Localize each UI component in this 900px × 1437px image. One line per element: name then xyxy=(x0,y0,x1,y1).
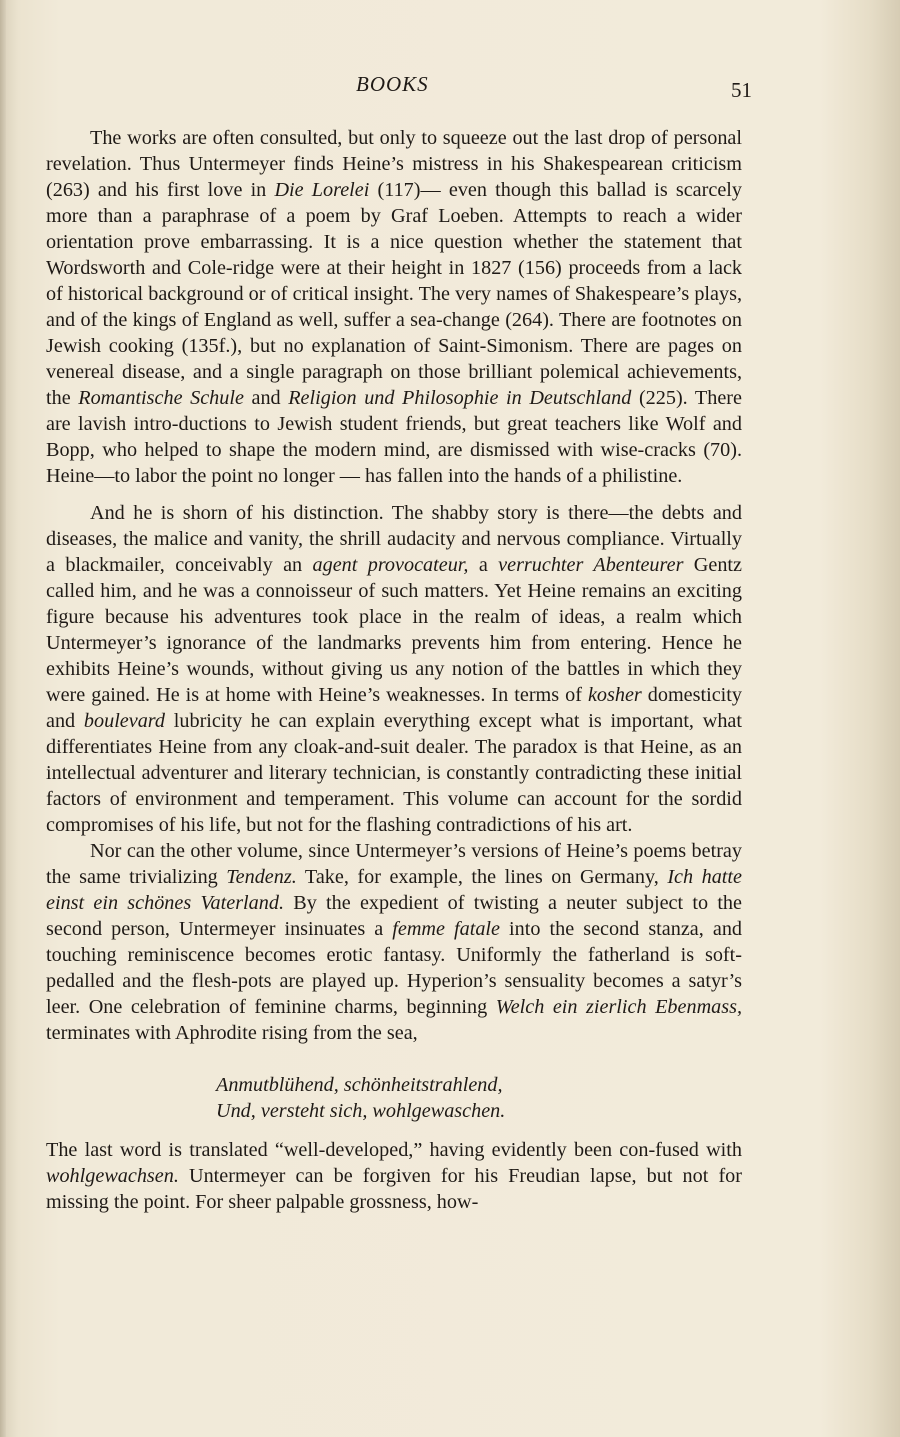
text-run: By the expedient of twisting a neuter subject to the second person, Untermeyer insinuates a xyxy=(46,892,742,940)
italic-phrase: verruchter Abenteurer xyxy=(498,554,684,576)
italic-phrase: Ich hatte einst ein schönes Vaterland. xyxy=(46,866,742,914)
italic-phrase: agent provocateur, xyxy=(312,554,469,576)
page-number: 51 xyxy=(731,78,752,102)
verse-quote xyxy=(46,1072,742,1124)
text-run: terminates with Aphrodite rising from the sea, xyxy=(46,1022,418,1044)
text-run: a xyxy=(468,554,499,576)
text-run: The last word is translated “well-developed,” having evidently been con-fused with xyxy=(46,1139,742,1161)
text-run: And he is shorn of his distinction. The shabby story is there—the debts and diseases, the malice and vanity, the shrill audacity and nervous compliance. Virtually a blackmailer, conceivably an xyxy=(46,502,742,576)
italic-title: Die Lorelei xyxy=(274,179,370,201)
text-run: Gentz called him, and he was a connoisseur of such matters. Yet Heine remains an exciting figure because his adventures took place in the realm of ideas, a realm which Untermeyer’s ignorance of the landmarks prevents him from entering. Hence he exhibits Heine’s wounds, without giving us any notion of the battles in which they were gained. He is at home with Heine’s weaknesses. In terms of xyxy=(46,554,743,706)
page-gutter xyxy=(0,0,6,1437)
running-header: BOOKS xyxy=(356,72,429,96)
paragraph-1 xyxy=(46,125,742,489)
text-run: Take, for example, the lines on Germany, xyxy=(296,866,668,888)
verse-line-1: Anmutblühend, schönheitstrahlend, xyxy=(216,1074,503,1096)
verse-line-2: Und, versteht sich, wohlgewaschen. xyxy=(216,1100,506,1122)
italic-phrase: Tendenz. xyxy=(226,866,297,888)
text-run: into the second stanza, and touching reminiscence becomes erotic fantasy. Uniformly the fatherland is soft-pedalled and the flesh-pots are played up. Hyperion’s sensuality becomes a satyr’s leer. One celebration of feminine charms, beginning xyxy=(46,918,743,1018)
italic-phrase: kosher xyxy=(587,684,642,706)
paragraph-4 xyxy=(46,1137,742,1215)
italic-title: Romantische Schule xyxy=(78,387,244,409)
text-run: The works are often consulted, but only to squeeze out the last drop of personal revelation. Thus Untermeyer finds Heine’s mistress in his Shakespearean criticism (263) and his first love in xyxy=(46,127,742,201)
paragraph-3 xyxy=(46,838,742,1046)
text-run: lubricity he can explain everything except what is important, what differentiates Heine from any cloak-and-suit dealer. The paradox is that Heine, as an intellectual adventurer and literary technician, is constantly contradicting these initial factors of environment and temperament. This volume can account for the sordid compromises of his life, but not for the flashing contradictions of his art. xyxy=(46,710,742,836)
text-run: domesticity and xyxy=(46,684,742,732)
text-run: (117)— even though this ballad is scarcely more than a paraphrase of a poem by Graf Loeben. Attempts to reach a wider orientation prove embarrassing. It is a nice question whether the statement that Wordsworth and Cole-ridge were at their height in 1827 (156) proceeds from a lack of historical background or of critical insight. The very names of Shakespeare’s plays, and of the kings of England as well, suffer a sea-change (264). There are footnotes on Jewish cooking (135f.), but no explanation of Saint-Simonism. There are pages on venereal disease, and a single paragraph on those brilliant polemical achievements, the xyxy=(46,179,742,409)
italic-title: Religion und Philosophie in Deutschland xyxy=(288,387,632,409)
italic-phrase: boulevard xyxy=(83,710,166,732)
text-run: Nor can the other volume, since Untermeyer’s versions of Heine’s poems betray the same trivializing xyxy=(46,840,742,888)
italic-phrase: femme fatale xyxy=(392,918,500,940)
paragraph-2 xyxy=(46,500,742,838)
text-run: (225). There are lavish intro-ductions to Jewish student friends, but great teachers like Wolf and Bopp, who helped to shape the modern mind, are dismissed with wise-cracks (70). Heine—to labor the point no longer — has fallen into the hands of a philistine. xyxy=(46,387,742,487)
text-run: and xyxy=(243,387,289,409)
text-run: Untermeyer can be forgiven for his Freudian lapse, but not for missing the point. For sheer palpable grossness, how- xyxy=(46,1165,742,1213)
italic-phrase: Welch ein zierlich Ebenmass, xyxy=(495,996,743,1018)
italic-phrase: wohlgewachsen. xyxy=(46,1165,179,1187)
body-text xyxy=(46,125,742,1215)
